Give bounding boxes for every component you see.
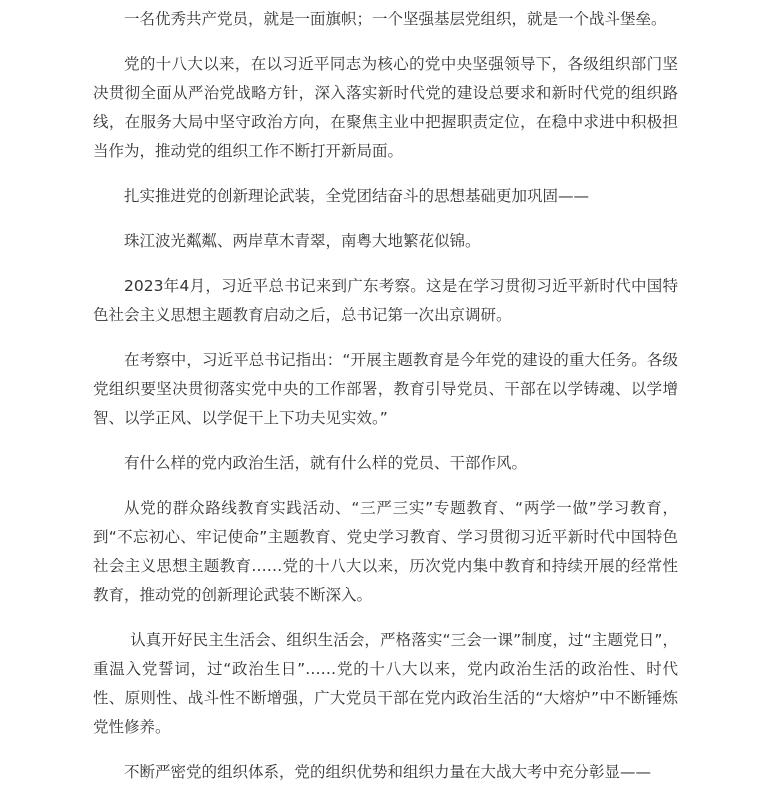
paragraph: 有什么样的党内政治生活，就有什么样的党员、干部作风。 [124,454,528,472]
paragraph: 党的十八大以来，在以习近平同志为核心的党中央坚强领导下，各级组织部门坚决贯彻全面从严治党战略方针，深入落实新时代党的建设总要求和新时代党的组织路线，在服务大局中坚守政治方向，在聚焦主业中把握职责定位，在稳中求进中积极担当作为，推动党的组织工作不断打开新局面。 [93,55,678,160]
paragraph: 从党的群众路线教育实践活动、“三严三实”专题教育、“两学一做”学习教育，到“不忘初心、牢记使命”主题教育、党史学习教育、学习贯彻习近平新时代中国特色社会主义思想主题教育……党的十八大以来，历次党内集中教育和持续开展的经常性教育，推动党的创新理论武装不断深入。 [93,499,678,604]
paragraph: 一名优秀共产党员，就是一面旗帜；一个坚强基层党组织，就是一个战斗堡垒。 [124,10,667,28]
article-body [93,0,678,803]
paragraph: 认真开好民主生活会、组织生活会，严格落实“三会一课”制度，过“主题党日”，重温入党誓词，过“政治生日”……党的十八大以来，党内政治生活的政治性、时代性、原则性、战斗性不断增强，广大党员干部在党内政治生活的“大熔炉”中不断锤炼党性修养。 [93,631,678,736]
paragraph: 2023年4月，习近平总书记来到广东考察。这是在学习贯彻习近平新时代中国特色社会主义思想主题教育启动之后，总书记第一次出京调研。 [93,277,678,324]
paragraph: 扎实推进党的创新理论武装，全党团结奋斗的思想基础更加巩固—— [124,187,590,205]
paragraph: 珠江波光粼粼、两岸草木青翠，南粤大地繁花似锦。 [124,232,481,250]
paragraph: 在考察中，习近平总书记指出：“开展主题教育是今年党的建设的重大任务。各级党组织要坚决贯彻落实党中央的工作部署，教育引导党员、干部在以学铸魂、以学增智、以学正风、以学促干上下功夫见实效。” [93,351,678,427]
paragraph: 不断严密党的组织体系，党的组织优势和组织力量在大战大考中充分彰显—— [124,763,652,781]
